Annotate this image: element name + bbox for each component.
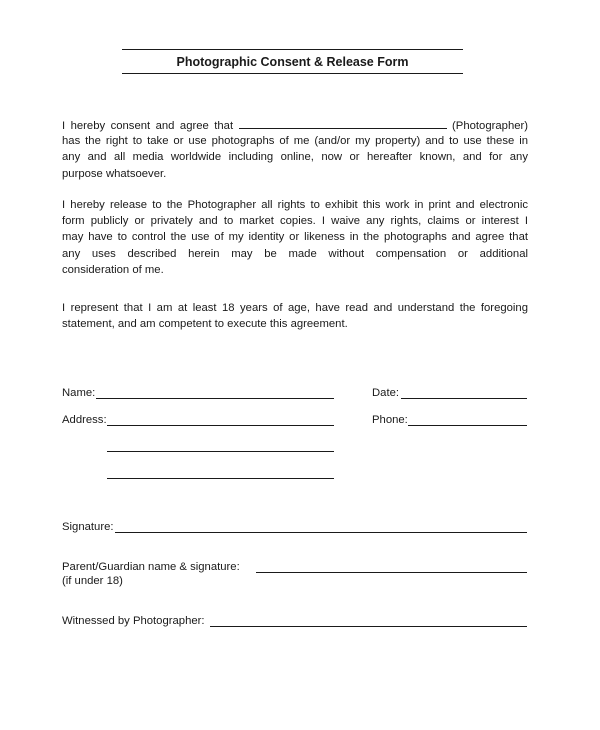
witnessed-label: Witnessed by Photographer: <box>62 615 205 627</box>
signature-label: Signature: <box>62 521 114 533</box>
date-field[interactable] <box>401 398 527 399</box>
title-bottom-rule <box>122 73 463 74</box>
release-line-5: consideration of me. <box>62 263 164 276</box>
address-label: Address: <box>62 414 107 426</box>
consent-line-2: has the right to take or use photographs of me (and/or my property) and to use these in <box>62 135 528 148</box>
consent-intro-text: I hereby consent and agree that <box>62 120 234 132</box>
signature-field[interactable] <box>115 532 527 533</box>
guardian-label: Parent/Guardian name & signature: <box>62 561 240 573</box>
name-label: Name: <box>62 387 96 399</box>
release-line-4: any uses described herein may be made without compensation or additional <box>62 247 528 260</box>
name-field[interactable] <box>96 398 334 399</box>
representation-line-2: statement, and am competent to execute this agreement. <box>62 318 348 331</box>
address-field-line-1[interactable] <box>107 425 334 426</box>
consent-line-1 <box>62 117 528 133</box>
phone-field[interactable] <box>408 425 527 426</box>
date-label: Date: <box>372 387 400 399</box>
consent-line-4: purpose whatsoever. <box>62 167 167 180</box>
release-line-1: I hereby release to the Photographer all rights to exhibit this work in print and electronic <box>62 199 528 211</box>
release-paragraph <box>62 197 528 278</box>
consent-line-3: any and all media worldwide including online, now or hereafter known, and for any <box>62 151 528 164</box>
address-field-line-2[interactable] <box>107 451 334 452</box>
guardian-note: (if under 18) <box>62 575 123 587</box>
consent-paragraph <box>62 117 528 182</box>
guardian-field[interactable] <box>256 572 527 573</box>
witnessed-field[interactable] <box>210 626 527 627</box>
photographer-role-text: (Photographer) <box>452 120 529 132</box>
photographer-name-blank[interactable] <box>239 117 447 129</box>
representation-line-1: I represent that I am at least 18 years of age, have read and understand the foregoing <box>62 302 528 314</box>
title-top-rule <box>122 49 463 50</box>
address-field-line-3[interactable] <box>107 478 334 479</box>
phone-label: Phone: <box>372 414 408 426</box>
release-line-3: may have to control the use of my identity or likeness in the photographs and agree that <box>62 231 528 244</box>
form-title: Photographic Consent & Release Form <box>176 55 409 69</box>
representation-paragraph <box>62 300 528 332</box>
release-line-2: form publicly or privately and to market copies. I waive any rights, claims or interest I <box>62 215 528 228</box>
